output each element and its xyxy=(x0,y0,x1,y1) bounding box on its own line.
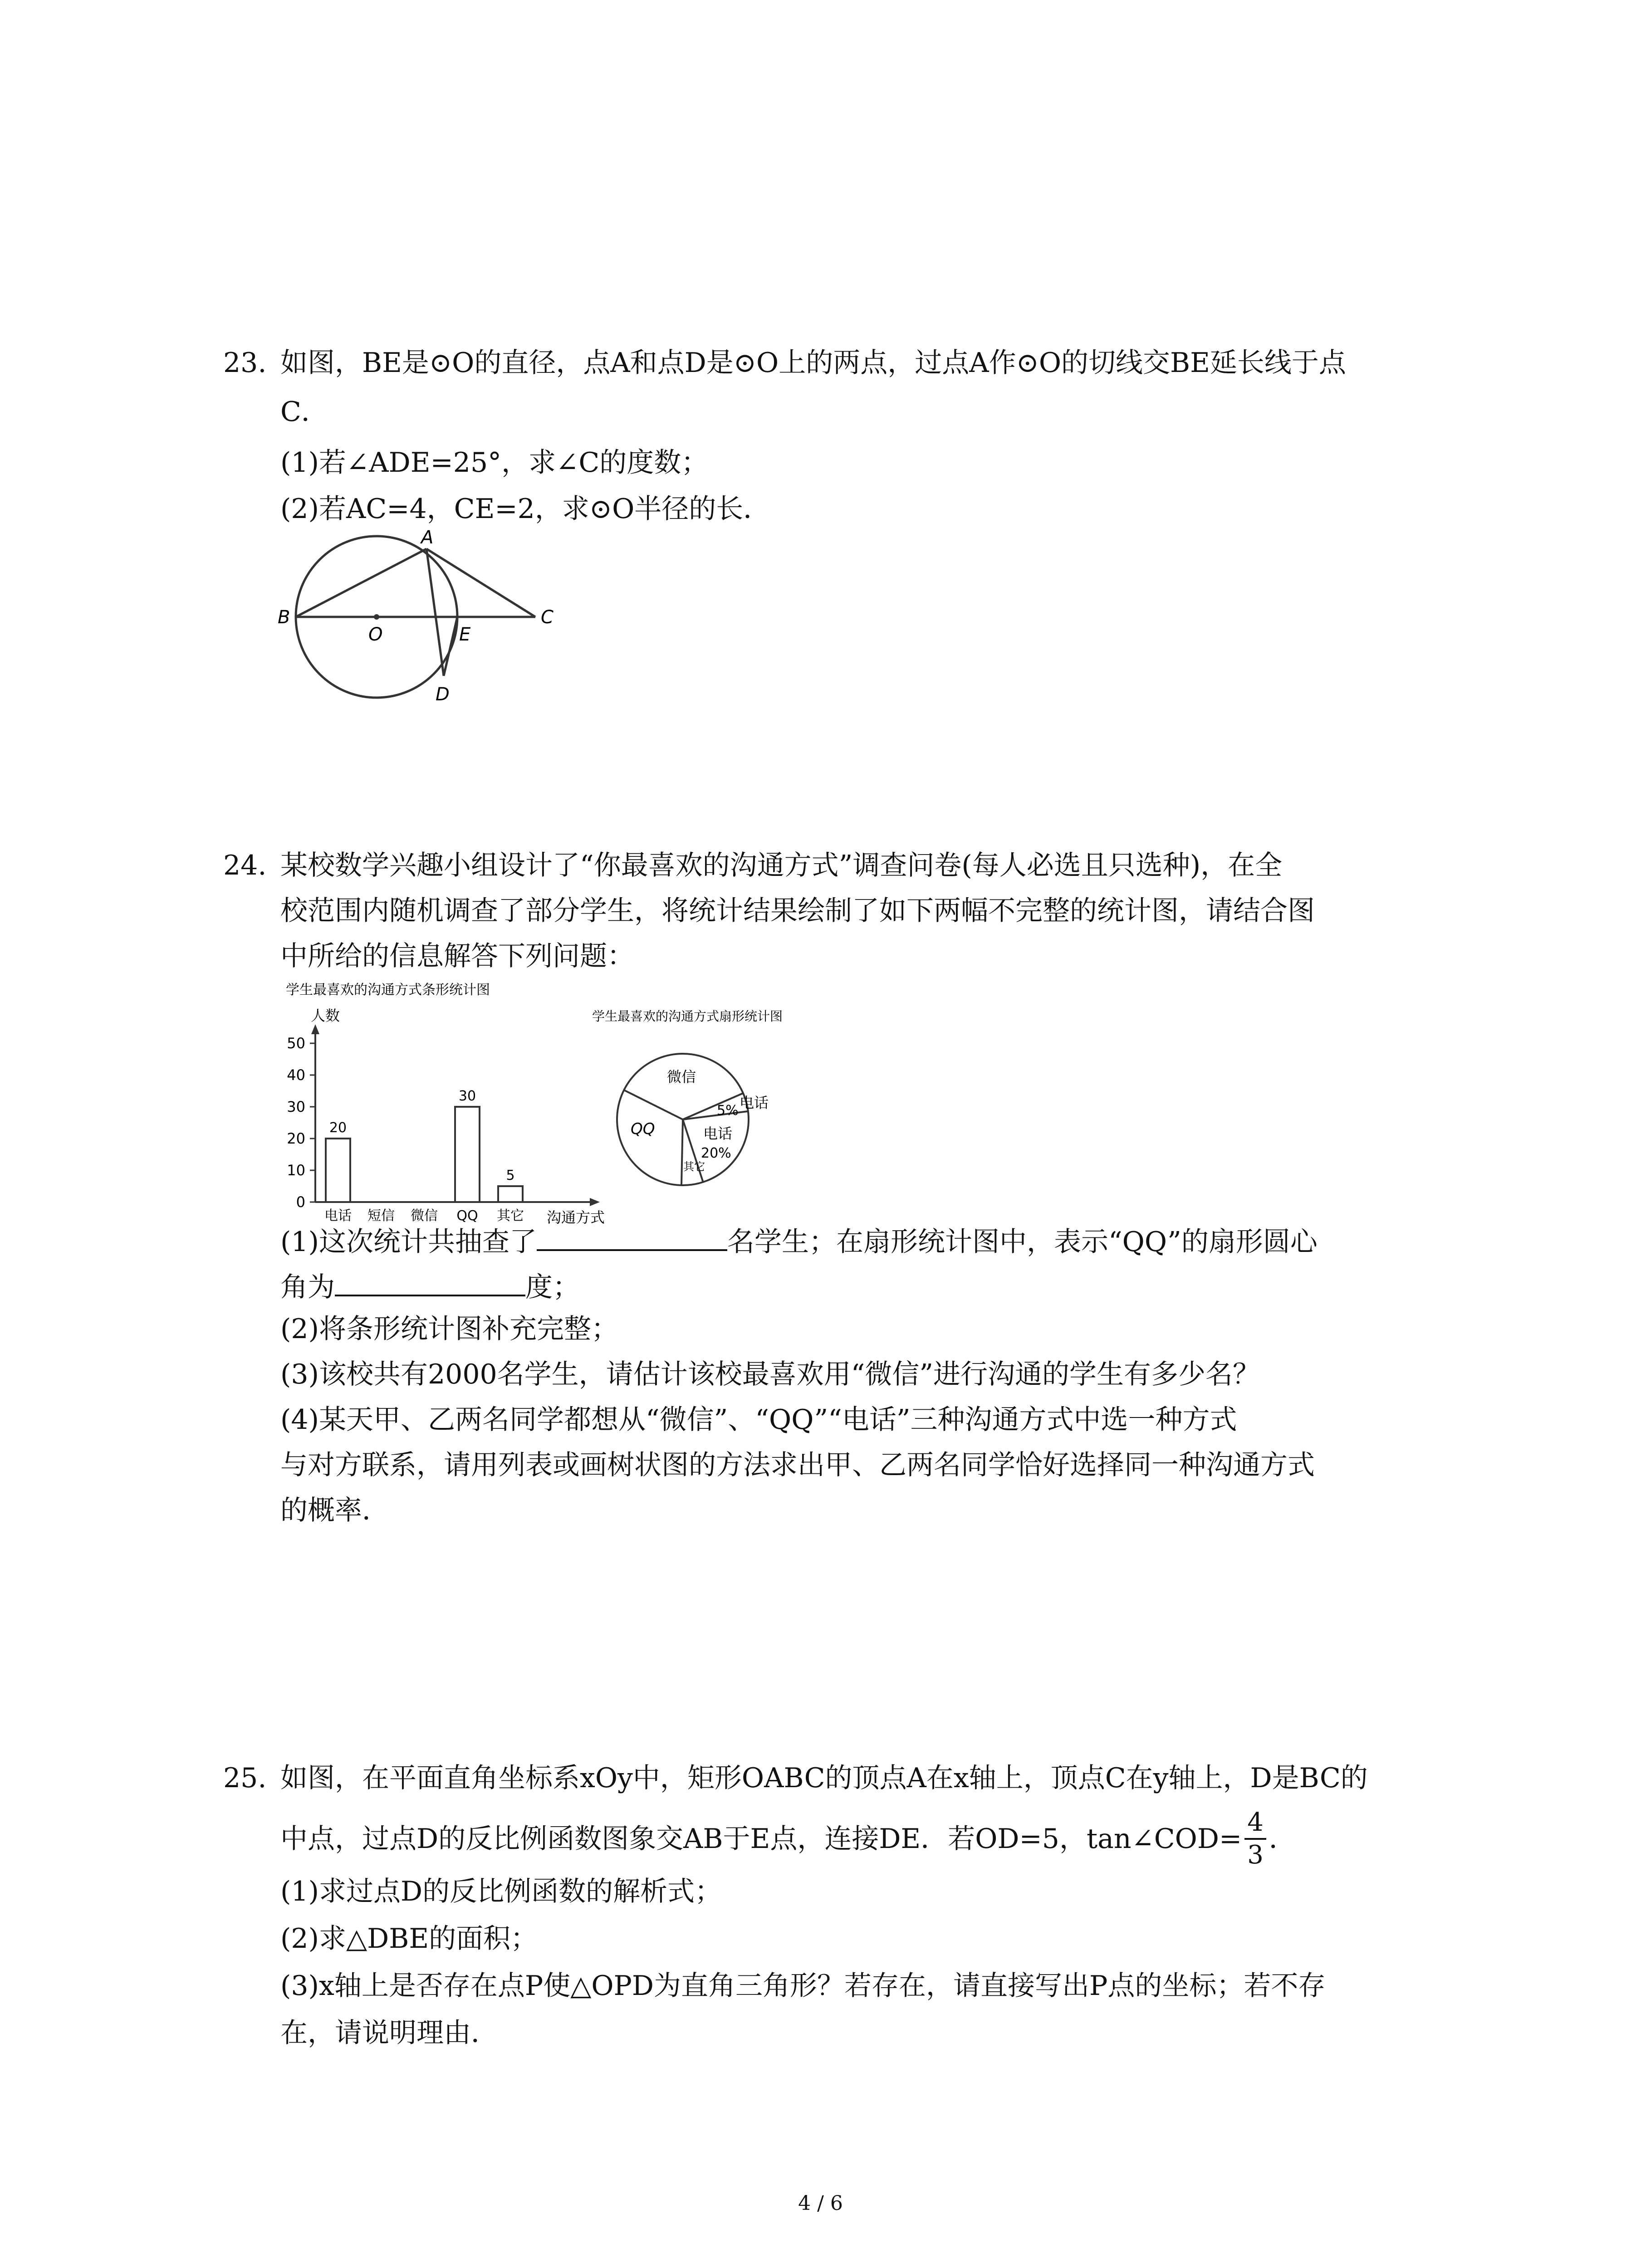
bar-3 xyxy=(455,1107,480,1202)
pie-label-qq: QQ xyxy=(631,1120,655,1138)
bar-category-3: QQ xyxy=(456,1208,478,1224)
q24-sub1-line1 xyxy=(280,1220,1318,1260)
tangent-ac xyxy=(426,549,535,617)
q24-sub4a: (4)某天甲、乙两名同学都想从“微信”、“QQ”“电话”三种沟通方式中选一种方式 xyxy=(280,1404,1237,1436)
label-a: A xyxy=(421,527,434,548)
q25-number: 25. xyxy=(223,1762,267,1794)
fraction-denominator: 3 xyxy=(1247,1840,1264,1870)
pie-pct-phone: 20% xyxy=(701,1145,731,1161)
pie-chart-title: 学生最喜欢的沟通方式扇形统计图 xyxy=(592,1009,783,1024)
q24-sub1a: (1)这次统计共抽查了 xyxy=(280,1226,537,1258)
page-number: 4 / 6 xyxy=(798,2192,843,2215)
label-d: D xyxy=(436,684,450,703)
fraction-numerator: 4 xyxy=(1244,1810,1266,1840)
q25-text-line2 xyxy=(280,1810,1296,1868)
bar-4 xyxy=(498,1186,523,1202)
q24-text-line1: 某校数学兴趣小组设计了“你最喜欢的沟通方式”调查问卷(每人必选且只选种)，在全 xyxy=(280,850,1283,881)
bar-chart xyxy=(272,975,635,1229)
center-point xyxy=(374,614,379,620)
answer-blank-angle[interactable] xyxy=(335,1266,525,1296)
q23-text-line2: C． xyxy=(280,396,328,428)
bar-value-label-4: 5 xyxy=(506,1168,515,1183)
q24-sub1c: 角为 xyxy=(280,1271,335,1303)
chord-de xyxy=(444,617,457,676)
bar-category-4: 其它 xyxy=(497,1208,524,1224)
bar-0 xyxy=(326,1139,350,1202)
pie-divider-other-qq xyxy=(681,1119,683,1185)
q24-sub2: (2)将条形统计图补充完整； xyxy=(280,1313,618,1345)
tan-fraction xyxy=(1244,1810,1266,1868)
label-c: C xyxy=(541,607,554,628)
q23-number: 23. xyxy=(223,347,267,379)
bar-chart-title: 学生最喜欢的沟通方式条形统计图 xyxy=(286,982,490,998)
bar-value-label-0: 20 xyxy=(329,1120,347,1136)
q23-circle-figure xyxy=(272,522,590,703)
q24-text-line2: 校范围内随机调查了部分学生，将统计结果绘制了如下两幅不完整的统计图，请结合图 xyxy=(280,895,1315,927)
bar-ytick-label-30: 30 xyxy=(287,1098,305,1115)
q23-text-line1: 如图，BE是⊙O的直径，点A和点D是⊙O上的两点，过点A作⊙O的切线交BE延长线于点 xyxy=(280,347,1346,379)
pie-divider-phone-other xyxy=(683,1119,703,1183)
bar-value-label-3: 30 xyxy=(458,1088,476,1104)
pie-label-sms: 电话 xyxy=(740,1094,769,1111)
bar-ytick-label-0: 0 xyxy=(296,1193,305,1211)
bar-y-arrow xyxy=(311,1024,319,1034)
q24-sub1b: 名学生；在扇形统计图中，表示“QQ”的扇形圆心 xyxy=(727,1226,1318,1258)
pie-divider-wechat-qq xyxy=(624,1090,683,1119)
q24-sub4b: 与对方联系，请用列表或画树状图的方法求出甲、乙两名同学恰好选择同一种沟通方式 xyxy=(280,1449,1315,1481)
q24-sub1-line2 xyxy=(280,1266,580,1305)
pie-chart xyxy=(585,1002,839,1193)
bar-chart-xlabel: 沟通方式 xyxy=(547,1209,605,1226)
pie-pct-sms: 5% xyxy=(717,1103,739,1119)
bar-category-2: 微信 xyxy=(411,1208,438,1224)
q25-sub3a: (3)x轴上是否存在点P使△OPD为直角三角形？若存在，请直接写出P点的坐标；若不存 xyxy=(280,1970,1326,2002)
bar-ytick-label-50: 50 xyxy=(287,1035,305,1052)
q24-sub1d: 度； xyxy=(525,1271,580,1303)
bar-ytick-label-20: 20 xyxy=(287,1130,305,1147)
label-b: B xyxy=(278,607,290,628)
bar-ytick-label-40: 40 xyxy=(287,1066,305,1084)
q25-text-line1: 如图，在平面直角坐标系xOy中，矩形OABC的顶点A在x轴上，顶点C在y轴上，D是BC的 xyxy=(280,1762,1368,1794)
pie-label-other: 其它 xyxy=(683,1160,705,1173)
q25-sub1: (1)求过点D的反比例函数的解析式； xyxy=(280,1876,722,1907)
label-o: O xyxy=(368,624,383,645)
pie-label-wechat: 微信 xyxy=(667,1068,696,1085)
q25-sub3b: 在，请说明理由． xyxy=(280,2017,498,2049)
bar-x-arrow xyxy=(590,1198,600,1206)
label-e: E xyxy=(459,624,471,645)
q23-sub2: (2)若AC=4，CE=2，求⊙O半径的长． xyxy=(280,493,771,525)
q23-sub1: (1)若∠ADE=25°，求∠C的度数； xyxy=(280,447,709,479)
bar-category-0: 电话 xyxy=(324,1208,352,1224)
q24-text-line3: 中所给的信息解答下列问题： xyxy=(280,940,634,972)
bar-ytick-label-10: 10 xyxy=(287,1162,305,1179)
q25-line2-end: ． xyxy=(1269,1823,1296,1855)
bar-chart-ylabel: 人数 xyxy=(311,1007,340,1024)
q24-sub3: (3)该校共有2000名学生，请估计该校最喜欢用“微信”进行沟通的学生有多少名？ xyxy=(280,1359,1260,1390)
q24-number: 24. xyxy=(223,850,267,881)
q25-sub2: (2)求△DBE的面积； xyxy=(280,1923,538,1955)
q24-sub4c: 的概率． xyxy=(280,1495,389,1526)
q25-line2-text: 中点，过点D的反比例函数图象交AB于E点，连接DE．若OD=5，tan∠COD= xyxy=(280,1823,1242,1855)
answer-blank-total[interactable] xyxy=(537,1220,727,1251)
line-ba xyxy=(296,549,426,617)
bar-category-1: 短信 xyxy=(367,1208,395,1224)
pie-label-phone: 电话 xyxy=(703,1125,733,1142)
